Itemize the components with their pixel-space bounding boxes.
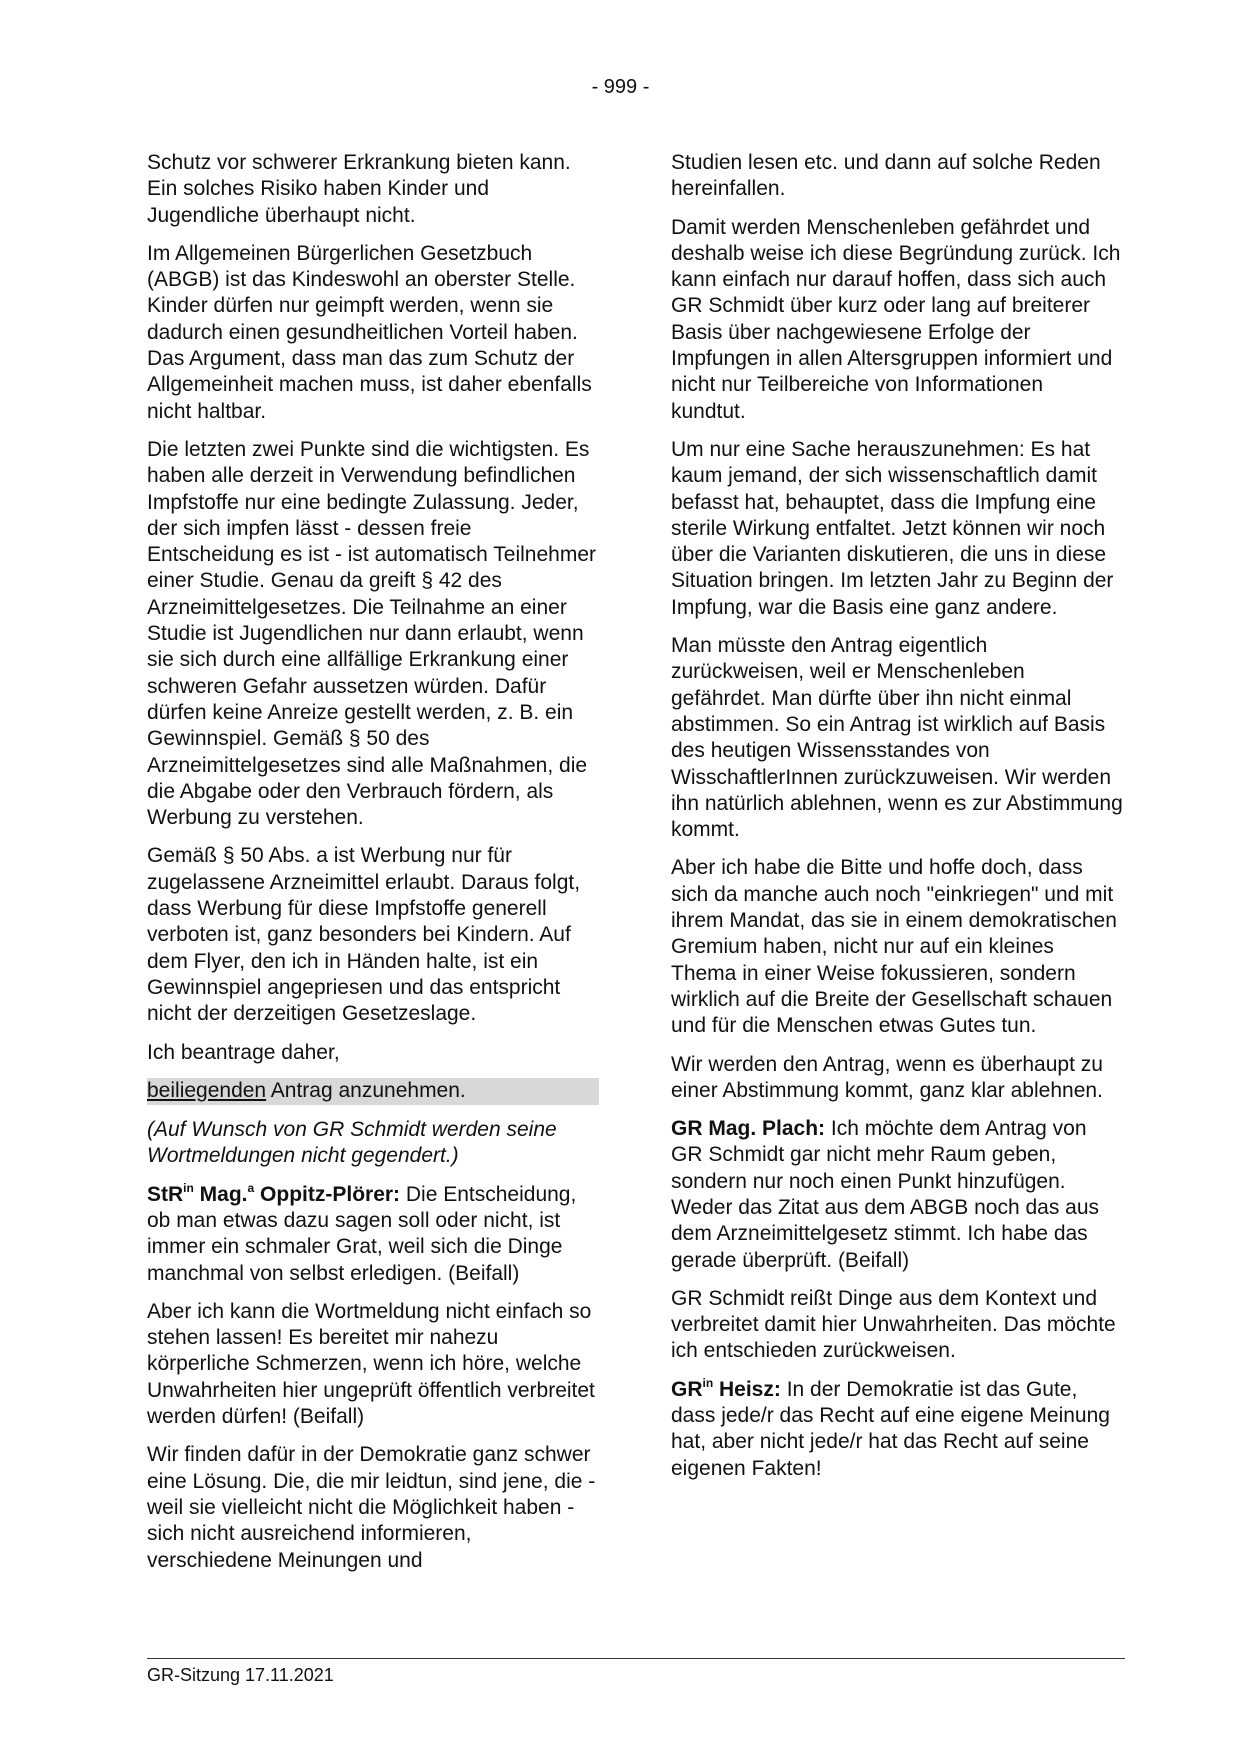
page-number: - 999 - <box>591 76 650 98</box>
paragraph: Schutz vor schwerer Erkrankung bieten kann. Ein solches Risiko haben Kinder und Jugendliche überhaupt nicht. <box>147 151 571 227</box>
speaker-name: $GR^{in}$ Heisz: <box>671 1375 781 1401</box>
paragraph: GR Schmidt reißt Dinge aus dem Kontext und verbreitet damit hier Unwahrheiten. Das möchte ich entschieden zurückweisen. <box>671 1286 1116 1363</box>
speech-text: Ich möchte dem Antrag von GR Schmidt gar nicht mehr Raum geben, sondern nur noch einen Punkt hinzufügen. Weder das Zitat aus dem ABGB noch das aus dem Arzneimittelgesetz stimmt. Ich habe das gerade überprüft. (Beifall) <box>671 1117 1100 1272</box>
paragraph: Man müsste den Antrag eigentlich zurückweisen, weil er Menschenleben gefährdet. Man dürfte über ihn nicht einmal abstimmen. So ein Antrag ist wirklich auf Basis des heutigen Wissensstandes von WisschaftlerInnen zurückzuweisen. Wir werden ihn natürlich ablehnen, wenn es zur Abstimmung kommt. <box>671 634 1123 842</box>
paragraph: Um nur eine Sache herauszunehmen: Es hat kaum jemand, der sich wissenschaftlich damit befasst hat, behauptet, dass die Impfung eine sterile Wirkung entfaltet. Jetzt können wir noch über die Varianten diskutieren, die uns in diese Situation bringen. Im letzten Jahr zu Beginn der Impfung, war die Basis eine ganz andere. <box>671 437 1114 619</box>
paragraph: Gemäß § 50 Abs. a ist Werbung nur für zugelassene Arzneimittel erlaubt. Daraus folgt, dass Werbung für diese Impfstoffe generell verboten ist, ganz besonders bei Kindern. Auf dem Flyer, den ich in Händen halte, ist ein Gewinnspiel angepriesen und das entspricht nicht der derzeitigen Gesetzeslage. <box>147 844 581 1026</box>
motion-text <box>147 1078 599 1105</box>
speaker-name: GR Mag. Plach: <box>671 1117 826 1141</box>
speech-text: In der Demokratie ist das Gute, dass jede/r das Recht auf eine eigene Meinung hat, aber nicht jede/r hat das Recht auf seine eigenen Fakten! <box>671 1377 1110 1480</box>
speech-heisz <box>671 1377 1123 1482</box>
right-column <box>671 150 1123 1494</box>
paragraph: Damit werden Menschenleben gefährdet und deshalb weise ich diese Begründung zurück. Ich kann einfach nur darauf hoffen, dass sich auch GR Schmidt über kurz oder lang auf breiterer Basis über nachgewiesene Erfolge der Impfungen in allen Altersgruppen informiert und nicht nur Teilbereiche von Informationen kundtut. <box>671 215 1121 423</box>
paragraph: Aber ich habe die Bitte und hoffe doch, dass sich da manche auch noch "einkriegen" und mit ihrem Mandat, das sie in einem demokratischen Gremium haben, nicht nur auf ein kleines Thema in einer Weise fokussieren, sondern wirklich auf die Breite der Gesellschaft schauen und für die Menschen etwas Gutes tun. <box>671 856 1117 1038</box>
paragraph: Studien lesen etc. und dann auf solche Reden hereinfallen. <box>671 151 1101 201</box>
motion-rest: Antrag anzunehmen. <box>266 1078 466 1102</box>
paragraph: Wir werden den Antrag, wenn es überhaupt zu einer Abstimmung kommt, ganz klar ablehnen. <box>671 1052 1103 1102</box>
speaker-name: StR$^{in}$ Mag.$^a$ Oppitz-Plörer: <box>147 1180 401 1206</box>
left-column <box>147 150 599 1586</box>
paragraph: Die letzten zwei Punkte sind die wichtigsten. Es haben alle derzeit in Verwendung befindlichen Impfstoffe nur eine bedingte Zulassung. Jeder, der sich impfen lässt - dessen freie Entscheidung es ist - ist automatisch Teilnehmer einer Studie. Genau da greift § 42 des Arzneimittelgesetzes. Die Teilnahme an einer Studie ist Jugendlichen nur dann erlaubt, wenn sie sich durch eine allfällige Erkrankung einer schweren Gefahr aussetzen würden. Dafür dürfen keine Anreize gestellt werden, z. B. ein Gewinnspiel. Gemäß § 50 des Arzneimittelgesetzes sind alle Maßnahmen, die die Abgabe oder den Verbrauch fördern, als Werbung zu verstehen. <box>147 437 596 830</box>
speech-plach <box>671 1116 1123 1274</box>
speech-text: Die Entscheidung, ob man etwas dazu sagen soll oder nicht, ist immer ein schmaler Grat, weil sich die Dinge manchmal von selbst erledigen. (Beifall) <box>147 1182 577 1285</box>
footer-session-date: GR-Sitzung 17.11.2021 <box>147 1665 334 1685</box>
paragraph: Aber ich kann die Wortmeldung nicht einfach so stehen lassen! Es bereitet mir nahezu körperliche Schmerzen, wenn ich höre, welche Unwahrheiten hier ungeprüft öffentlich verbreitet werden dürfen! (Beifall) <box>147 1299 595 1429</box>
editorial-note: (Auf Wunsch von GR Schmidt werden seine Wortmeldungen nicht gegendert.) <box>147 1118 557 1168</box>
paragraph: Ich beantrage daher, <box>147 1040 340 1064</box>
paragraph: Im Allgemeinen Bürgerlichen Gesetzbuch (ABGB) ist das Kindeswohl an oberster Stelle. Kinder dürfen nur geimpft werden, wenn sie dadurch einen gesundheitlichen Vorteil haben. Das Argument, dass man das zum Schutz der Allgemeinheit machen muss, ist daher ebenfalls nicht haltbar. <box>147 241 592 423</box>
speech-oppitz-ploerer <box>147 1182 599 1287</box>
motion-underlined-word: beiliegenden <box>147 1078 267 1102</box>
paragraph: Wir finden dafür in der Demokratie ganz schwer eine Lösung. Die, die mir leidtun, sind jene, die - weil sie vielleicht nicht die Möglichkeit haben - sich nicht ausreichend informieren, verschiedene Meinungen und <box>147 1443 596 1572</box>
footer-divider <box>147 1658 1125 1659</box>
